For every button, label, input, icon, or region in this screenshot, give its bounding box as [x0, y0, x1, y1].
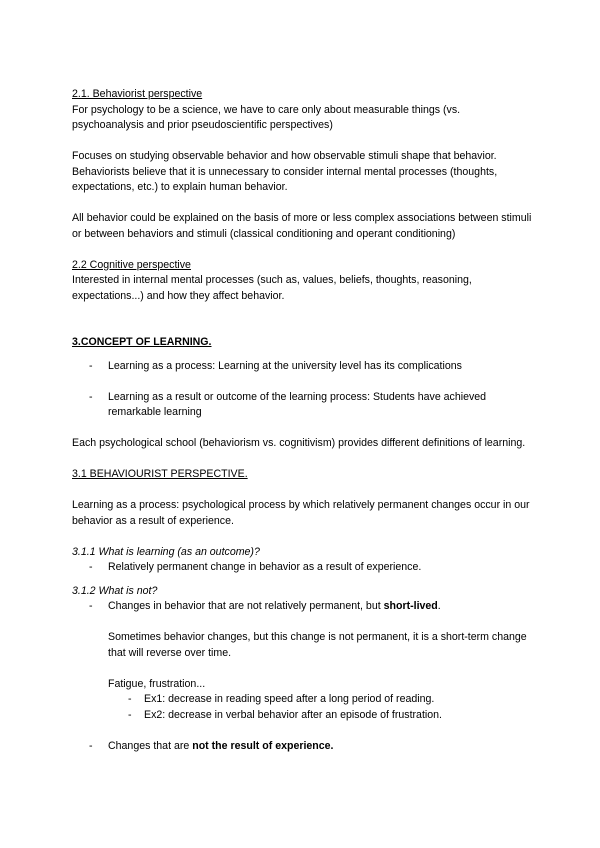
section-2-1-paragraph-2: Focuses on studying observable behavior and how observable stimuli shape that behavior. Behaviorists believe that it is unnecessary to consider internal mental processes (thoughts, expectations, etc.) to explain human behavior.: [72, 150, 498, 193]
section-2-1-paragraph-3: All behavior could be explained on the basis of more or less complex associations between stimuli or between behaviors and stimuli (classical conditioning and operant conditioning): [72, 212, 532, 240]
list-item: [72, 359, 532, 375]
section-2-1-paragraph-1: For psychology to be a science, we have to care only about measurable things (vs. psychoanalysis and prior pseudoscientific perspectives): [72, 103, 461, 131]
list-item: [72, 739, 532, 755]
bullet-text: Ex1: decrease in reading speed after a long period of reading.: [144, 693, 435, 705]
sub-paragraph-fatigue: Fatigue, frustration...: [108, 677, 206, 690]
document-page: [72, 87, 532, 754]
bullet-dash: -: [89, 600, 93, 612]
section-3-title: 3.CONCEPT OF LEARNING.: [72, 336, 212, 348]
bullet-text: Learning as a result or outcome of the learning process: Students have achieved remarkable learning: [108, 390, 487, 418]
sub-paragraph-short-term: Sometimes behavior changes, but this change is not permanent, it is a short-term change that will reverse over time.: [108, 631, 527, 659]
section-2-2-title: 2.2 Cognitive perspective: [72, 258, 191, 271]
section-3-1-2-heading: 3.1.2 What is not?: [72, 584, 158, 597]
bullet-text: Learning as a process: Learning at the university level has its complications: [108, 359, 462, 372]
section-2-2-paragraph-1: Interested in internal mental processes (such as, values, beliefs, thoughts, reasoning, expectations...) and how they affect behavior.: [72, 274, 472, 302]
list-item: [72, 692, 532, 708]
bullet-dash: -: [89, 390, 93, 403]
bullet-text-pre: Changes that are: [108, 739, 193, 752]
bullet-text-post: .: [437, 600, 441, 612]
bullet-dash: -: [89, 561, 93, 573]
bullet-dash: -: [128, 708, 132, 721]
section-3-paragraph-1: Each psychological school (behaviorism vs. cognitivism) provides different definitions of learning.: [72, 437, 526, 449]
section-3-1-title: 3.1 BEHAVIOURIST PERSPECTIVE.: [72, 468, 248, 480]
section-3-1-paragraph-1: Learning as a process: psychological process by which relatively permanent changes occur in our behavior as a result of experience.: [72, 499, 530, 527]
bullet-text-bold: short-lived: [383, 600, 438, 612]
bullet-text-bold: not the result of experience.: [192, 739, 334, 752]
list-item: [72, 390, 532, 421]
bullet-dash: -: [89, 739, 93, 752]
section-2-1-title: 2.1. Behaviorist perspective: [72, 88, 203, 100]
section-3-1-1-heading: 3.1.1 What is learning (as an outcome)?: [72, 545, 260, 558]
bullet-text: Relatively permanent change in behavior as a result of experience.: [108, 561, 422, 573]
bullet-dash: -: [128, 693, 132, 705]
bullet-dash: -: [89, 359, 93, 372]
bullet-text: Ex2: decrease in verbal behavior after an episode of frustration.: [144, 708, 442, 721]
list-item: [72, 708, 532, 724]
list-item: [72, 560, 532, 576]
bullet-text-pre: Changes in behavior that are not relatively permanent, but: [108, 600, 384, 612]
list-item: [72, 599, 532, 615]
